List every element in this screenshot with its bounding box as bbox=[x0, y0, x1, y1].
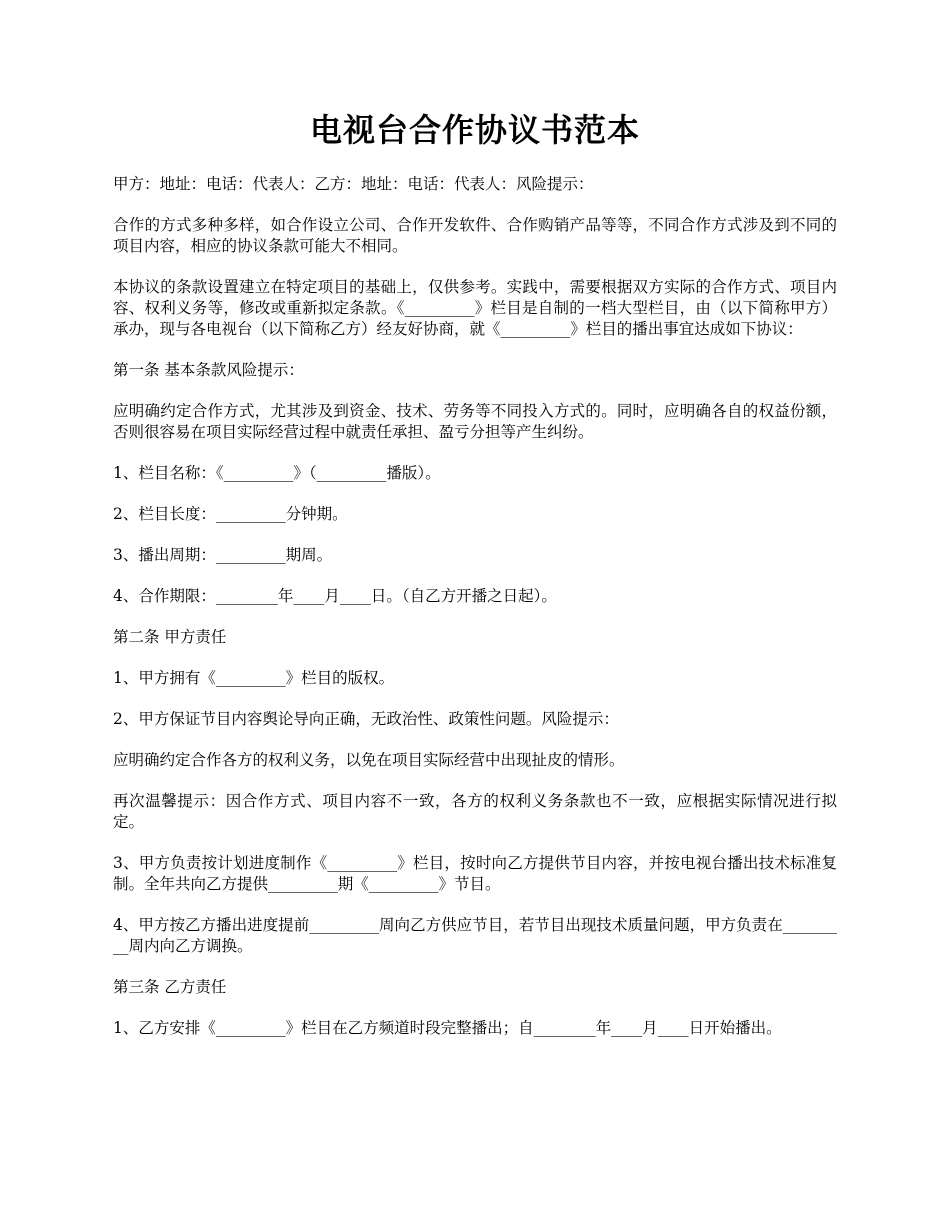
clause-program-name: 1、栏目名称：《_________》（_________播版）。 bbox=[113, 464, 441, 482]
clause-party-a-production: 3、甲方负责按计划进度制作《_________》栏目，按时向乙方提供节目内容，并按电视台播出技术标准复制。全年共向乙方提供_________期《_________》节目。 bbox=[113, 854, 837, 893]
article-1-risk-paragraph: 应明确约定合作方式，尤其涉及到资金、技术、劳务等不同投入方式的。同时，应明确各自的权益份额，否则很容易在项目实际经营过程中就责任承担、盈亏分担等产生纠纷。 bbox=[113, 402, 837, 441]
clause-cooperation-term: 4、合作期限：________年____月____日。（自乙方开播之日起）。 bbox=[113, 587, 557, 605]
party-info-paragraph: 甲方：地址：电话：代表人：乙方：地址：电话：代表人：风险提示： bbox=[113, 175, 594, 193]
clause-party-a-supply: 4、甲方按乙方播出进度提前_________周向乙方供应节目，若节目出现技术质量问题，甲方负责在_________周内向乙方调换。 bbox=[113, 916, 837, 955]
cooperation-methods-paragraph: 合作的方式多种多样，如合作设立公司、合作开发软件、合作购销产品等等，不同合作方式涉及到不同的项目内容，相应的协议条款可能大不相同。 bbox=[113, 216, 837, 255]
clause-program-length: 2、栏目长度：_________分钟期。 bbox=[113, 505, 348, 523]
clause-party-b-broadcast: 1、乙方安排《_________》栏目在乙方频道时段完整播出；自________年____月____日开始播出。 bbox=[113, 1019, 782, 1037]
article-2-heading: 第二条 甲方责任 bbox=[113, 628, 227, 646]
clause-party-a-copyright: 1、甲方拥有《_________》栏目的版权。 bbox=[113, 669, 395, 687]
article-3-heading: 第三条 乙方责任 bbox=[113, 978, 227, 996]
clause-broadcast-cycle: 3、播出周期：_________期周。 bbox=[113, 546, 333, 564]
clause-party-a-content-guarantee: 2、甲方保证节目内容舆论导向正确，无政治性、政策性问题。风险提示： bbox=[113, 710, 619, 728]
rights-obligations-risk-paragraph: 应明确约定合作各方的权利义务，以免在项目实际经营中出现扯皮的情形。 bbox=[113, 751, 625, 769]
article-1-heading: 第一条 基本条款风险提示： bbox=[113, 361, 304, 379]
reminder-paragraph: 再次温馨提示：因合作方式、项目内容不一致，各方的权利义务条款也不一致，应根据实际情况进行拟定。 bbox=[113, 792, 837, 831]
agreement-intro-paragraph: 本协议的条款设置建立在特定项目的基础上，仅供参考。实践中，需要根据双方实际的合作方式、项目内容、权利义务等，修改或重新拟定条款。《_________》栏目是自制的一档大型栏目，由（以下简称甲方）承办，现与各电视台（以下简称乙方）经友好协商，就《_________》栏目的播出事宜达成如下协议： bbox=[113, 278, 837, 338]
document-title: 电视台合作协议书范本 bbox=[309, 111, 640, 149]
